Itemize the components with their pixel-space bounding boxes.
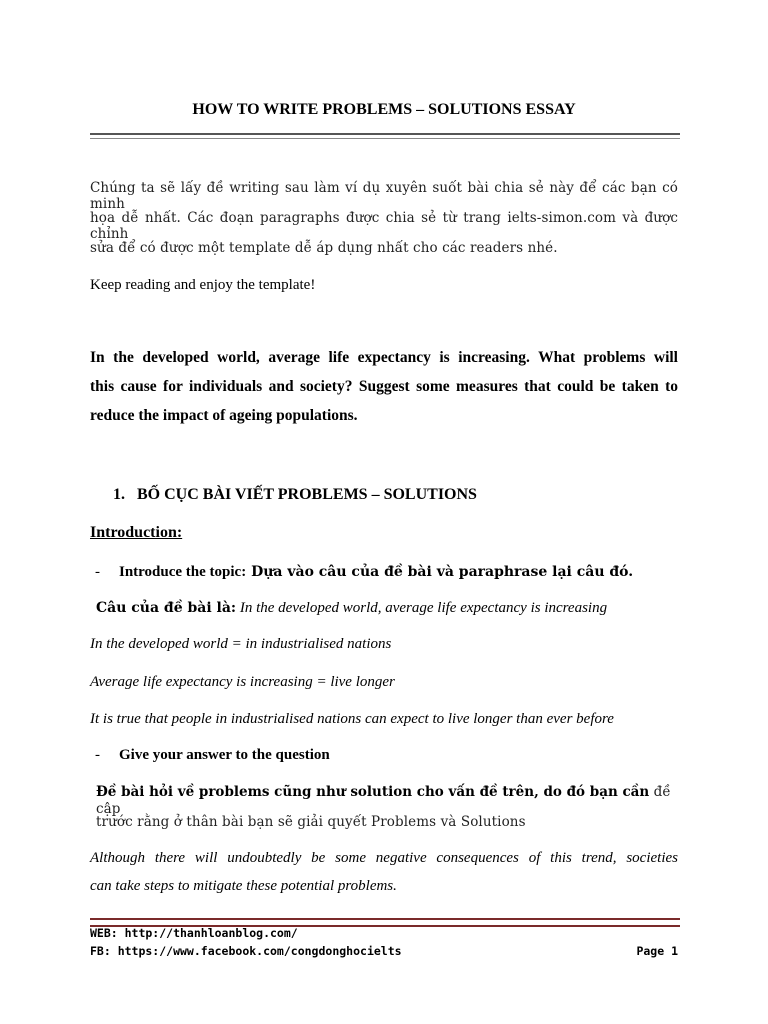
paraphrase-2: Average life expectancy is increasing = live longer xyxy=(90,674,395,690)
cau-de-bai-line xyxy=(96,600,684,617)
cau-de-bai-label: Câu của đề bài là: xyxy=(96,600,237,616)
conclusion-line-1: Although there will undoubtedly be some negative consequences of this trend, societies xyxy=(90,850,678,866)
bullet-dash: - xyxy=(95,564,100,580)
section-heading xyxy=(113,486,477,504)
introduction-label: Introduction: xyxy=(90,524,183,541)
title-divider xyxy=(90,133,680,139)
paraphrase-1: In the developed world = in industrialised nations xyxy=(90,636,392,652)
de-bai-hoi-line-2: trước rằng ở thân bài bạn sẽ giải quyết Problems và Solutions xyxy=(96,814,526,830)
section-number: 1. xyxy=(113,486,125,503)
paraphrase-3: It is true that people in industrialised nations can expect to live longer than ever before xyxy=(90,711,614,727)
conclusion-line-2: can take steps to mitigate these potential problems. xyxy=(90,878,397,894)
intro-line-3: sửa để có được một template dễ áp dụng nhất cho các readers nhé. xyxy=(90,240,558,256)
de-bai-hoi-bold: Đề bài hỏi về problems cũng như solution cho vấn đề trên, do đó bạn cần xyxy=(96,784,650,800)
intro-line-1: Chúng ta sẽ lấy đề writing sau làm ví dụ xuyên suốt bài chia sẻ này để các bạn có minh xyxy=(90,180,678,212)
question-line-3: reduce the impact of ageing populations. xyxy=(90,407,358,424)
question-line-1: In the developed world, average life expectancy is increasing. What problems will xyxy=(90,349,678,366)
intro-line-2: họa dễ nhất. Các đoạn paragraphs được chia sẻ từ trang ielts-simon.com và được chỉnh xyxy=(90,210,678,242)
de-bai-hoi-rest: đề cập xyxy=(96,784,671,817)
bullet-introduce-topic xyxy=(95,564,633,581)
page-number: Page 1 xyxy=(636,944,678,958)
de-bai-hoi-line-1 xyxy=(96,784,678,818)
bullet-give-answer xyxy=(95,747,330,764)
question-line-2: this cause for individuals and society? Suggest some measures that could be taken to xyxy=(90,378,678,395)
cau-de-bai-italic: In the developed world, average life expectancy is increasing xyxy=(236,600,608,616)
footer-web-link[interactable]: WEB: http://thanhloanblog.com/ xyxy=(90,926,298,940)
document-title: HOW TO WRITE PROBLEMS – SOLUTIONS ESSAY xyxy=(192,101,576,118)
bullet-answer-text: Give your answer to the question xyxy=(119,747,330,763)
bullet-dash: - xyxy=(95,747,100,763)
bullet-rest-text: Dựa vào câu của đề bài và paraphrase lại câu đó. xyxy=(246,564,634,580)
bullet-bold-text: Introduce the topic: xyxy=(119,564,247,580)
section-heading-text: BỐ CỤC BÀI VIẾT PROBLEMS – SOLUTIONS xyxy=(137,486,477,503)
footer-facebook-link[interactable]: FB: https://www.facebook.com/congdonghocielts xyxy=(90,944,402,958)
keep-reading-text: Keep reading and enjoy the template! xyxy=(90,277,316,293)
